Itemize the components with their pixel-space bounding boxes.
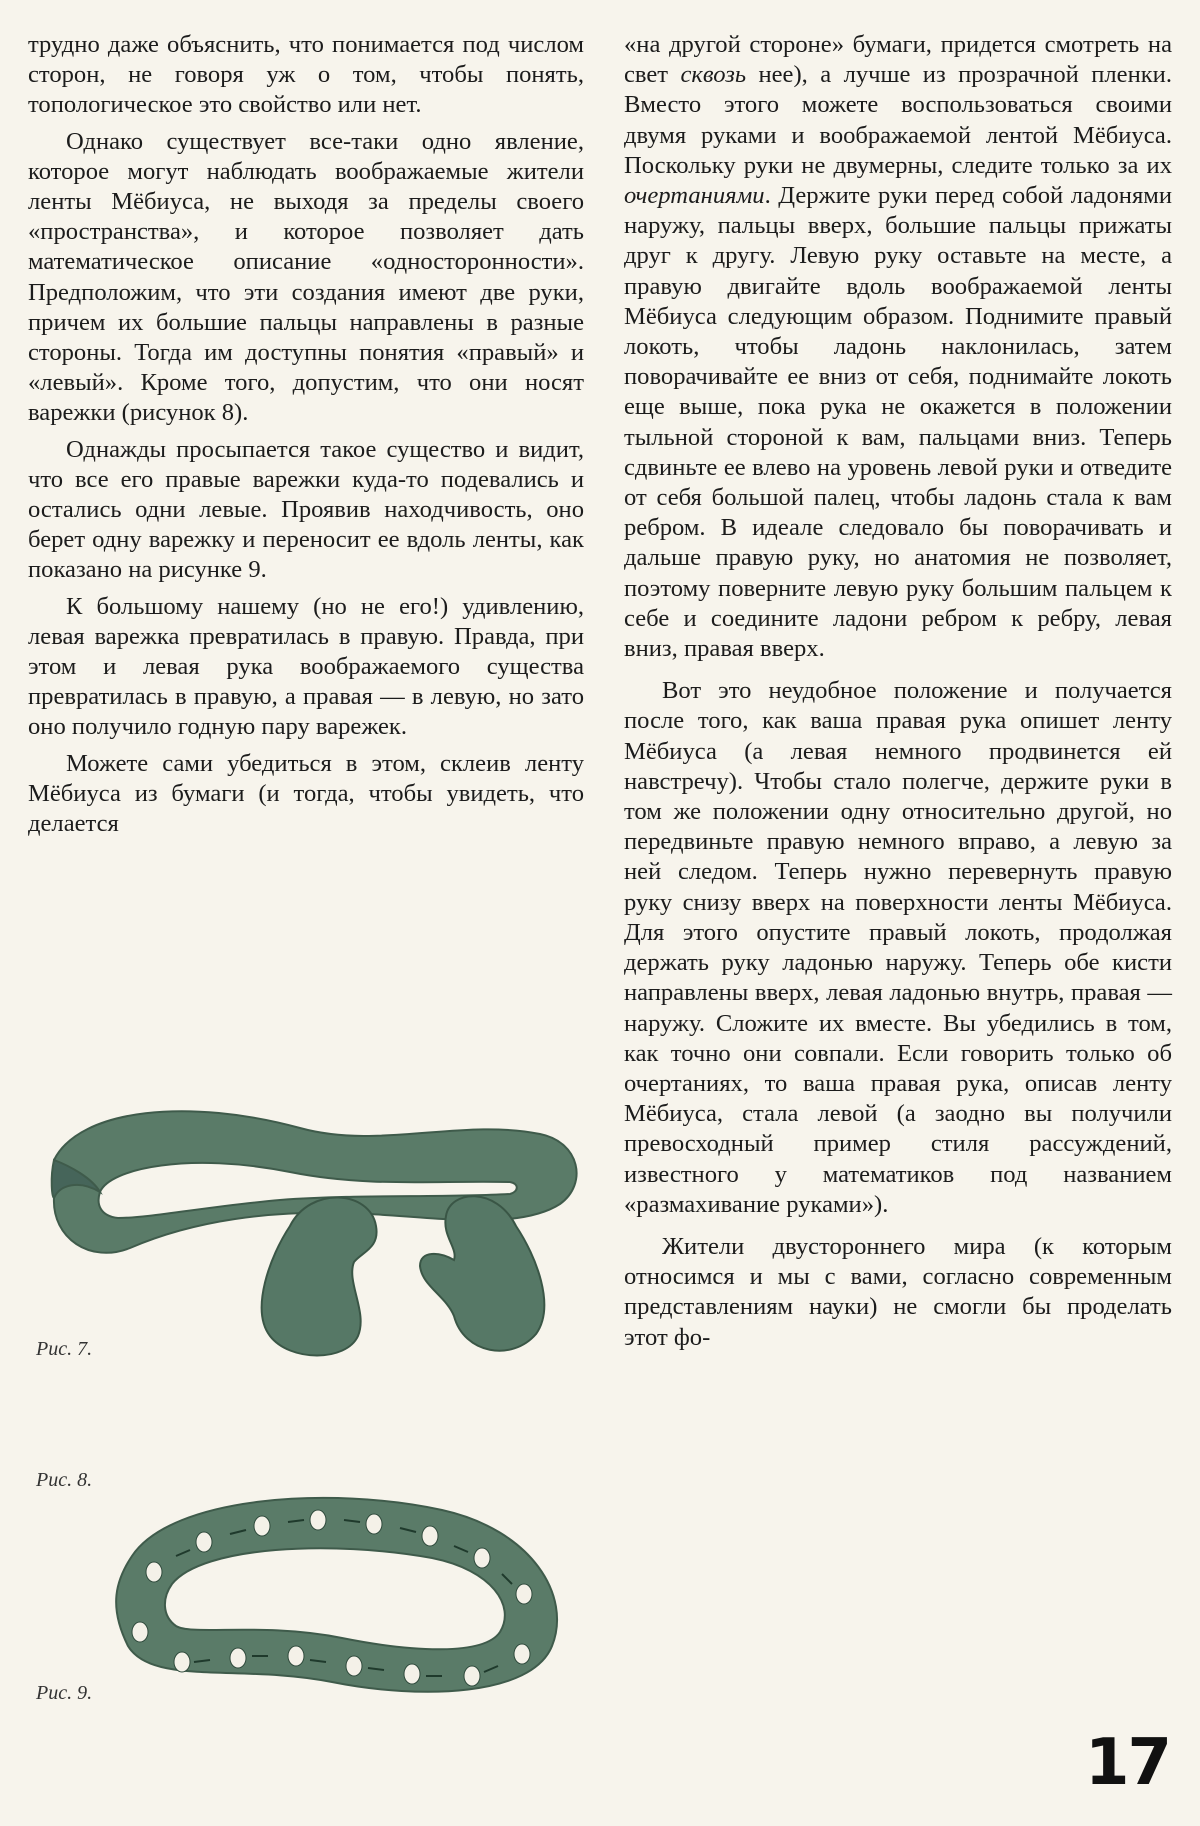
paragraph — [624, 30, 1172, 664]
paragraph: К большому нашему (но не его!) удивлению, левая варежка превратилась в правую. Правда, при этом и левая рука воображаемого существа превратилась в правую, а правая — в левую, но зато оно получило годную пару варежек. — [28, 592, 584, 741]
figure-7-caption: Рис. 7. — [36, 1338, 93, 1360]
mitten-icon — [288, 1646, 304, 1666]
mitten-icon — [474, 1548, 490, 1568]
mobius-strip-figure-9 — [112, 1486, 572, 1706]
left-column — [28, 30, 584, 845]
paragraph: трудно даже объяснить, что понимается под числом сторон, не говоря уж о том, чтобы понять, топологическое это свойство или нет. — [28, 31, 584, 119]
mitten-icon — [196, 1532, 212, 1552]
right-mitten-icon — [420, 1196, 544, 1351]
mitten-icon — [146, 1562, 162, 1582]
paragraph: Однажды просыпается такое существо и видит, что все его правые варежки куда-то подевались и остались одни левые. Проявив находчивость, оно берет одну варежку и переносит ее вдоль ленты, как показано на рисунке 9. — [28, 435, 584, 584]
mitten-icon — [346, 1656, 362, 1676]
paragraph: Можете сами убедиться в этом, склеив ленту Мёбиуса из бумаги (и тогда, чтобы увидеть, что делается — [28, 749, 584, 838]
page-number: 17 — [1084, 1726, 1170, 1800]
mitten-icon — [464, 1666, 480, 1686]
paragraph: Жители двустороннего мира (к которым относимся и мы с вами, согласно современным представлениям науки) не смогли бы проделать этот фо- — [624, 1232, 1172, 1351]
mitten-icon — [310, 1510, 326, 1530]
figure-8-caption: Рис. 8. — [36, 1469, 93, 1491]
paragraph: Вот это неудобное положение и получается после того, как ваша правая рука опишет ленту Мёбиуса (а левая немного продвинется ей навстречу). Чтобы стало полегче, держите руки в том же положении одну относительно другой, но передвиньте правую немного вправо, а левую за ней следом. Теперь нужно перевернуть правую руку снизу вверх на поверхности ленты Мёбиуса. Для этого опустите правый локоть, продолжая держать руку ладонью наружу. Теперь обе кисти направлены вверх, левая ладонью внутрь, правая — наружу. Сложите их вместе. Вы убедились в том, как точно они совпали. Если говорить только об очертаниях, то ваша правая рука, описав ленту Мёбиуса, стала левой (а заодно вы получили превосходный пример стиля рассуждений, известного у математиков под названием «размахивание руками»). — [624, 677, 1172, 1218]
mitten-icon — [422, 1526, 438, 1546]
mitten-icon — [230, 1648, 246, 1668]
mitten-icon — [132, 1622, 148, 1642]
emphasis: сквозь — [680, 61, 747, 89]
text-run: нее), а лучше из прозрачной пленки. Вместо этого можете воспользоваться своими двумя руками и воображаемой лентой Мёбиуса. Поскольку руки не двумерны, следите только за их — [624, 61, 1172, 179]
mittens-figure-8 — [250, 1186, 560, 1366]
mitten-icon — [174, 1652, 190, 1672]
mitten-icon — [516, 1584, 532, 1604]
mitten-icon — [404, 1664, 420, 1684]
mitten-icon — [254, 1516, 270, 1536]
mitten-icon — [366, 1514, 382, 1534]
paragraph: Однако существует все-таки одно явление, которое могут наблюдать воображаемые жители ленты Мёбиуса, не выходя за пределы своего «пространства», и которое позволяет дать математическое описание «односторонности». Предположим, что эти создания имеют две руки, причем их большие пальцы направлены в разные стороны. Тогда им доступны понятия «правый» и «левый». Кроме того, допустим, что они носят варежки (рисунок 8). — [28, 127, 584, 427]
text-run: «на другой стороне» бумаги, придется смотреть на свет — [624, 31, 1172, 89]
text-run: . Держите руки перед собой ладонями наружу, пальцы вверх, большие пальцы прижаты друг к другу. Левую руку оставьте на месте, а правую двигайте вдоль воображаемой ленты Мёбиуса следующим образом. Поднимите правый локоть, чтобы ладонь наклонилась, затем поворачивайте ее вниз от себя, поднимайте локоть еще выше, пока рука не окажется в положении тыльной стороной к вам, пальцами вниз. Теперь сдвиньте ее влево на уровень левой руки и отведите от себя большой палец, чтобы ладонь стала к вам ребром. В идеале следовало бы поворачивать и дальше правую руку, но анатомия не позволяет, поэтому поверните левую руку большим пальцем к себе и соедините ладони ребром к ребру, левая вниз, правая вверх. — [624, 182, 1172, 663]
figure-9-caption: Рис. 9. — [36, 1682, 93, 1704]
emphasis: очертаниями — [624, 182, 765, 210]
right-column — [624, 30, 1172, 1359]
left-mitten-icon — [262, 1197, 377, 1355]
mitten-icon — [514, 1644, 530, 1664]
